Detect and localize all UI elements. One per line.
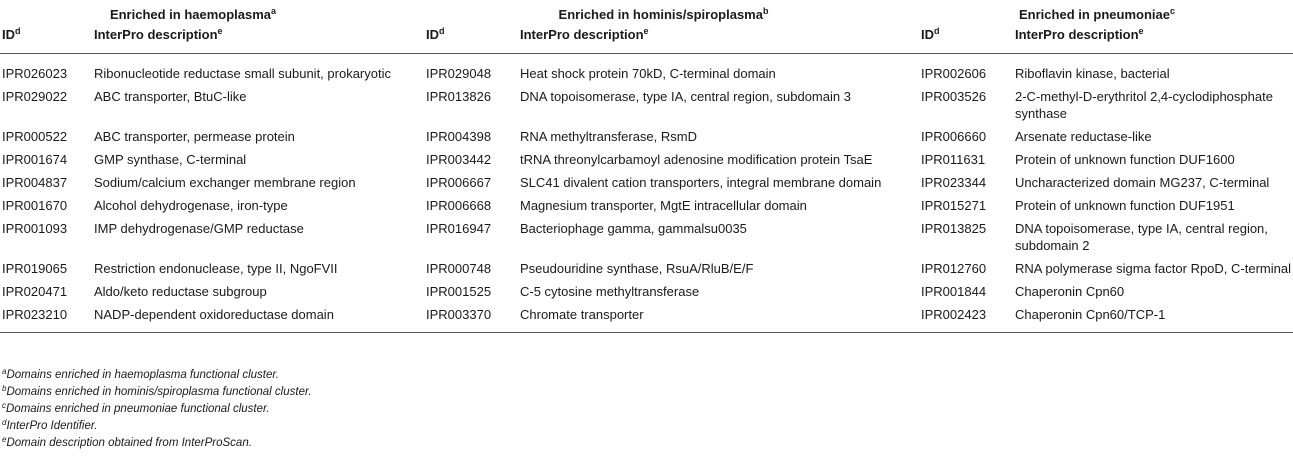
table-footnotes: [0, 367, 1293, 452]
table-row: [0, 257, 1293, 280]
group-header-haemoplasma: Enriched in haemoplasma$^a$: [109, 6, 277, 22]
cell-description: Ribonucleotide reductase small subunit, prokaryotic: [94, 66, 391, 81]
cell-description: RNA polymerase sigma factor RpoD, C-terminal: [1015, 261, 1291, 276]
cell-description: Riboflavin kinase, bacterial: [1015, 66, 1170, 81]
cell-description: tRNA threonylcarbamoyl adenosine modification protein TsaE: [520, 152, 873, 167]
cell-id: IPR000748: [426, 261, 492, 276]
cell-description: Sodium/calcium exchanger membrane region: [94, 175, 356, 190]
cell-id: IPR019065: [2, 261, 68, 276]
cell-id: IPR002423: [921, 307, 987, 322]
cell-description: Chaperonin Cpn60/TCP-1: [1015, 307, 1166, 322]
cell-description: SLC41 divalent cation transporters, integral membrane domain: [520, 175, 882, 190]
cell-description: ABC transporter, BtuC-like: [94, 89, 247, 104]
cell-description: Restriction endonuclease, type II, NgoFVII: [94, 261, 338, 276]
column-header-id: $ID^d$: [2, 26, 21, 42]
cell-description: Pseudouridine synthase, RsuA/RluB/E/F: [520, 261, 754, 276]
cell-id: IPR029048: [426, 66, 492, 81]
column-header-id: $ID^d$: [426, 26, 445, 42]
cell-description: ABC transporter, permease protein: [94, 129, 295, 144]
column-header-description: InterPro description$^e$: [520, 26, 649, 42]
cell-description: Aldo/keto reductase subgroup: [94, 284, 267, 299]
cell-id: IPR006667: [426, 175, 492, 190]
cell-description: Chaperonin Cpn60: [1015, 284, 1125, 299]
cell-description: 2-C-methyl-D-erythritol 2,4-cyclodiphosphate synthase: [1015, 89, 1273, 121]
cell-id: IPR020471: [2, 284, 68, 299]
group-header-pneumoniae: Enriched in pneumoniae$^c$: [1019, 6, 1175, 22]
cell-description: Uncharacterized domain MG237, C-terminal: [1015, 175, 1270, 190]
table-row: [0, 303, 1293, 333]
cell-id: IPR023344: [921, 175, 987, 190]
cell-description: DNA topoisomerase, type IA, central region, subdomain 2: [1015, 221, 1268, 253]
cell-description: C-5 cytosine methyltransferase: [520, 284, 700, 299]
cell-id: IPR015271: [921, 198, 987, 213]
table-row: [0, 125, 1293, 148]
cell-id: IPR000522: [2, 129, 68, 144]
cell-id: IPR011631: [921, 152, 986, 167]
cell-id: IPR013826: [426, 89, 492, 104]
cell-description: Chromate transporter: [520, 307, 644, 322]
cell-id: IPR012760: [921, 261, 987, 276]
cell-id: IPR006668: [426, 198, 492, 213]
footnote: $^c$Domains enriched in pneumoniae functional cluster.: [2, 401, 270, 415]
cell-id: IPR003526: [921, 89, 987, 104]
cell-id: IPR001674: [2, 152, 68, 167]
cell-description: GMP synthase, C-terminal: [94, 152, 247, 167]
cell-description: Arsenate reductase-like: [1015, 129, 1152, 144]
cell-description: NADP-dependent oxidoreductase domain: [94, 307, 334, 322]
cell-description: Heat shock protein 70kD, C-terminal domain: [520, 66, 776, 81]
cell-id: IPR001844: [921, 284, 987, 299]
cell-description: Alcohol dehydrogenase, iron-type: [94, 198, 288, 213]
footnote: $^b$Domains enriched in hominis/spiroplasma functional cluster.: [2, 384, 312, 398]
cell-description: RNA methyltransferase, RsmD: [520, 129, 697, 144]
cell-id: IPR016947: [426, 221, 492, 236]
cell-id: IPR029022: [2, 89, 68, 104]
footnote: $^e$Domain description obtained from InterProScan.: [2, 435, 252, 449]
cell-id: IPR001525: [426, 284, 492, 299]
cell-description: Protein of unknown function DUF1951: [1015, 198, 1235, 213]
cell-id: IPR004398: [426, 129, 492, 144]
table-row: [0, 148, 1293, 171]
group-header-hominis: Enriched in hominis/spiroplasma$^b$: [558, 6, 769, 22]
table-row: [0, 217, 1293, 257]
cell-description: Protein of unknown function DUF1600: [1015, 152, 1235, 167]
footnote: $^d$InterPro Identifier.: [2, 418, 98, 432]
column-header-row: [0, 23, 1293, 54]
cell-id: IPR003442: [426, 152, 492, 167]
cell-id: IPR013825: [921, 221, 987, 236]
footnote: $^a$Domains enriched in haemoplasma functional cluster.: [2, 367, 279, 381]
table-body: [0, 54, 1293, 333]
cell-id: IPR002606: [921, 66, 987, 81]
enrichment-table: [0, 3, 1293, 333]
table-row: [0, 54, 1293, 86]
cell-id: IPR004837: [2, 175, 68, 190]
cell-description: DNA topoisomerase, type IA, central region, subdomain 3: [520, 89, 851, 104]
cell-id: IPR026023: [2, 66, 68, 81]
cell-description: Magnesium transporter, MgtE intracellular domain: [520, 198, 807, 213]
column-header-description: InterPro description$^e$: [94, 26, 223, 42]
group-header-row: [0, 3, 1293, 23]
table-row: [0, 171, 1293, 194]
cell-id: IPR003370: [426, 307, 492, 322]
cell-id: IPR023210: [2, 307, 68, 322]
cell-id: IPR006660: [921, 129, 987, 144]
cell-id: IPR001093: [2, 221, 68, 236]
column-header-id: $ID^d$: [921, 26, 940, 42]
table-row: [0, 85, 1293, 125]
cell-description: Bacteriophage gamma, gammalsu0035: [520, 221, 747, 236]
table-row: [0, 280, 1293, 303]
column-header-description: InterPro description$^e$: [1015, 26, 1144, 42]
cell-description: IMP dehydrogenase/GMP reductase: [94, 221, 304, 236]
table-row: [0, 194, 1293, 217]
cell-id: IPR001670: [2, 198, 68, 213]
